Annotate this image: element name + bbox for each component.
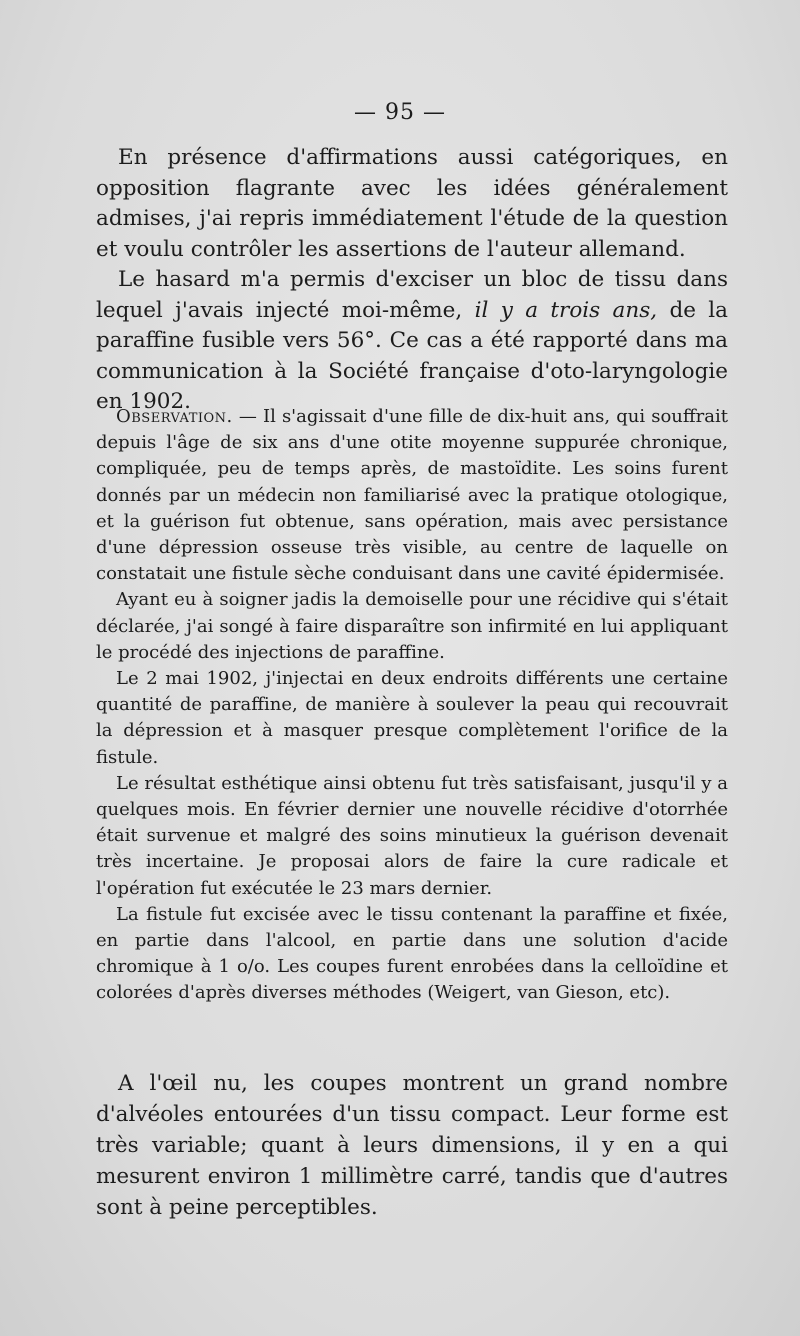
observation-paragraph-1: [96, 404, 728, 587]
intro-p2-start: Le hasard m'a permis d'exciser un bloc de tissu dans lequel j'avais injecté moi-même,: [96, 267, 728, 323]
observation-p1-text: — Il s'agissait d'une fille de dix-huit ans, qui souffrait depuis l'âge de six ans d'une otite moyenne suppurée chronique, compliquée, peu de temps après, de mastoïdite. Les soins furent donnés par un médecin non familiarisé avec la pratique otologique, et la guérison fut obtenue, sans opération, mais avec persistance d'une dépression osseuse très visible, au centre de laquelle on constatait une fistule sèche conduisant dans une cavité épidermisée.: [96, 406, 728, 585]
observation-section: [96, 404, 728, 1007]
closing-section: [96, 1068, 728, 1223]
intro-paragraph-1: En présence d'affirmations aussi catégoriques, en opposition flagrante avec les idées généralement admises, j'ai repris immédiatement l'étude de la question et voulu contrôler les assertions de l'auteur allemand.: [96, 145, 728, 262]
intro-p2-italic: il y a trois ans,: [474, 297, 658, 323]
intro-paragraph-2: [96, 265, 728, 418]
observation-paragraph-3: Le 2 mai 1902, j'injectai en deux endroits différents une certaine quantité de paraffine, de manière à soulever la peau qui recouvrait la dépression et à masquer presque complètement l'orifice de la fistule.: [96, 668, 728, 768]
observation-label: Observation.: [116, 406, 233, 427]
closing-paragraph: A l'œil nu, les coupes montrent un grand nombre d'alvéoles entourées d'un tissu compact. Leur forme est très variable; quant à leurs dimensions, il y en a qui mesurent environ 1 millimètre carré, tandis que d'autres sont à peine perceptibles.: [96, 1071, 728, 1220]
page-number: — 95 —: [354, 100, 446, 125]
intro-p2-end: de la paraffine fusible vers 56°. Ce cas a été rapporté dans ma communication à la Société française d'oto-laryngologie en 1902.: [96, 297, 728, 414]
intro-section: [96, 143, 728, 418]
observation-paragraph-5: La fistule fut excisée avec le tissu contenant la paraffine et fixée, en partie dans l'alcool, en partie dans une solution d'acide chromique à 1 o/o. Les coupes furent enrobées dans la celloïdine et colorées d'après diverses méthodes (Weigert, van Gieson, etc).: [96, 903, 728, 1004]
observation-paragraph-2: Ayant eu à soigner jadis la demoiselle pour une récidive qui s'était déclarée, j'ai songé à faire disparaître son infirmité en lui appliquant le procédé des injections de paraffine.: [96, 589, 728, 663]
observation-paragraph-4: Le résultat esthétique ainsi obtenu fut très satisfaisant, jusqu'il y a quelques mois. En février dernier une nouvelle récidive d'otorrhée était survenue et malgré des soins minutieux la guérison devenait très incertaine. Je proposai alors de faire la cure radicale et l'opération fut exécutée le 23 mars dernier.: [96, 772, 728, 899]
